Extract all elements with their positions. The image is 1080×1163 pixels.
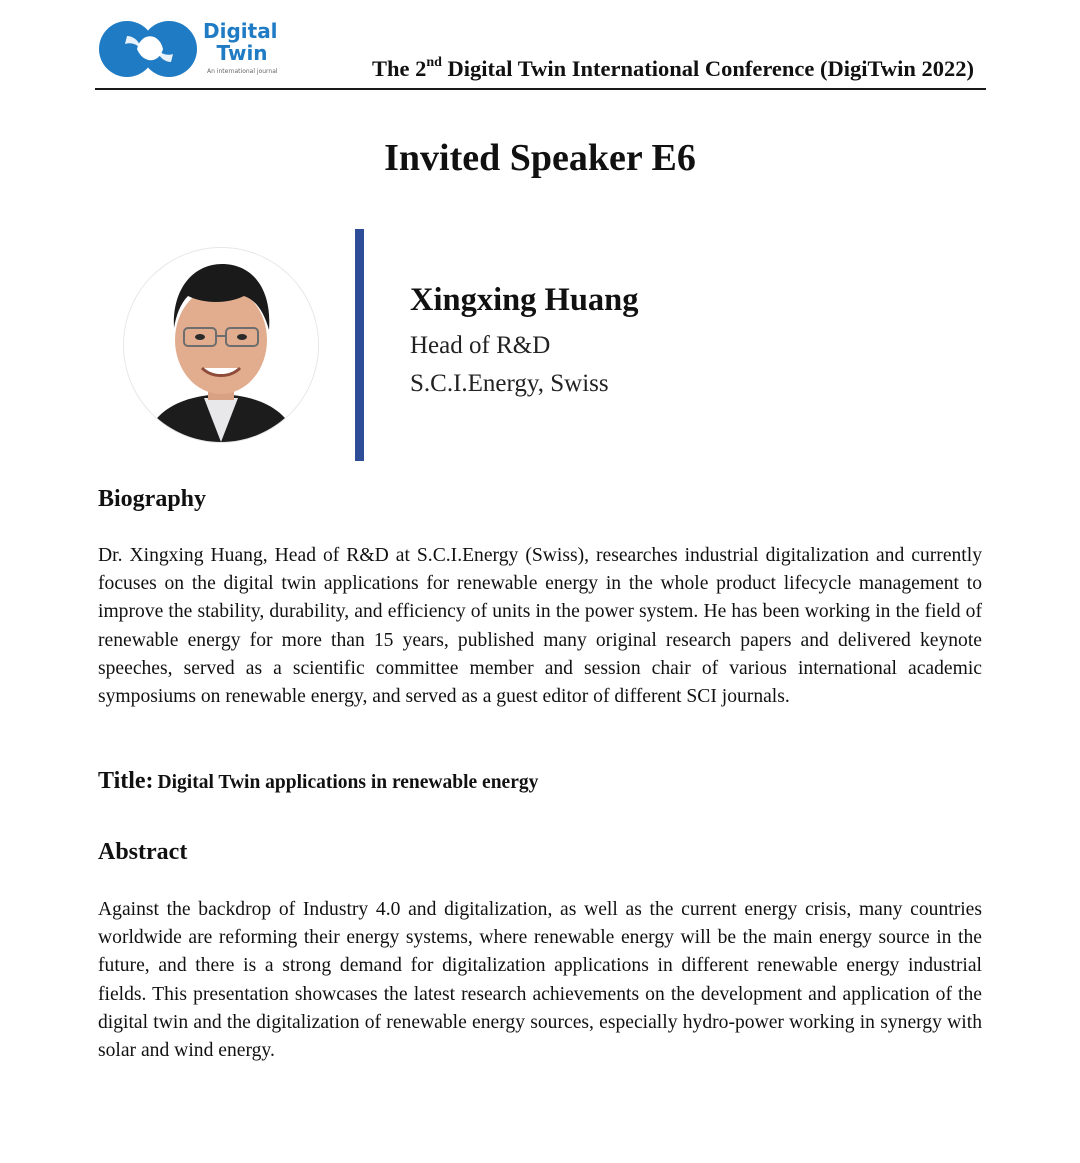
conference-title bbox=[372, 56, 974, 82]
logo-subtitle: An international journal bbox=[207, 68, 278, 75]
biography-heading: Biography bbox=[98, 486, 207, 512]
biography-text: Dr. Xingxing Huang, Head of R&D at S.C.I.Energy (Swiss), researches industrial digitalization and currently focuses on the digital twin applications for renewable energy in the whole product lifecycle management to improve the stability, durability, and efficiency of units in the power system. He has been working in the field of renewable energy for more than 15 years, published many original research papers and delivered keynote speeches, served as a scientific committee member and session chair of various international academic symposiums on renewable energy, and served as a guest editor of different SCI journals. bbox=[98, 545, 982, 708]
journal-logo bbox=[97, 18, 287, 80]
talk-title-label: Title: bbox=[98, 768, 154, 794]
speaker-role: Head of R&D bbox=[410, 332, 551, 359]
logo-line-2: Twin bbox=[216, 41, 268, 65]
page-title: Invited Speaker E6 bbox=[384, 137, 696, 179]
talk-title-text: Digital Twin applications in renewable energy bbox=[157, 772, 539, 793]
conference-title-rest: Digital Twin International Conference (DigiTwin 2022) bbox=[441, 56, 974, 81]
abstract-text: Against the backdrop of Industry 4.0 and digitalization, as well as the current energy crisis, many countries worldwide are reforming their energy systems, where renewable energy will be the main energy source in the future, and there is a strong demand for digitalization applications in different renewable energy industrial fields. This presentation showcases the latest research achievements on the development and application of the digital twin and the digitalization of renewable energy sources, especially hydro-power working in synergy with solar and wind energy. bbox=[98, 899, 982, 1062]
talk-title bbox=[98, 768, 538, 795]
conference-title-prefix: The 2 bbox=[371, 56, 427, 81]
speaker-name: Xingxing Huang bbox=[410, 282, 639, 318]
speaker-organization: S.C.I.Energy, Swiss bbox=[410, 370, 609, 397]
abstract-heading: Abstract bbox=[98, 839, 188, 865]
digital-twin-logo-icon bbox=[97, 18, 201, 80]
speaker-divider-bar bbox=[355, 229, 364, 461]
conference-title-ordinal: nd bbox=[426, 54, 442, 70]
speaker-portrait-icon bbox=[124, 248, 318, 442]
page-header bbox=[95, 14, 986, 90]
speaker-photo bbox=[124, 248, 318, 442]
logo-line-1: Digital bbox=[203, 19, 278, 43]
logo-wordmark bbox=[203, 20, 278, 64]
